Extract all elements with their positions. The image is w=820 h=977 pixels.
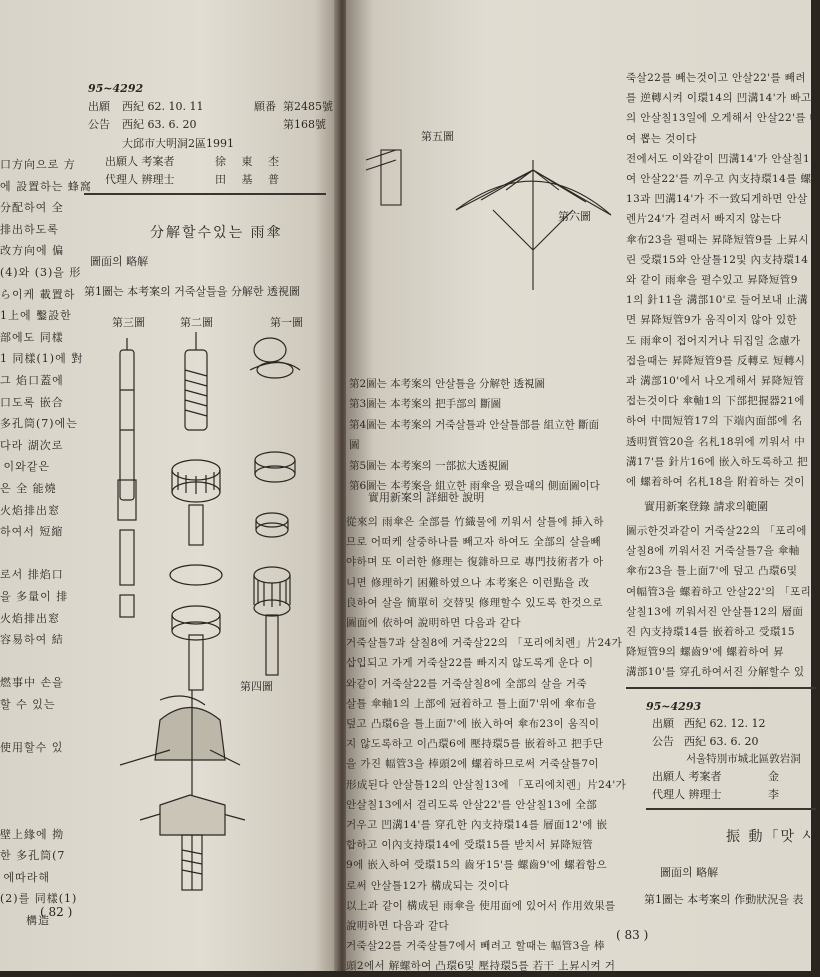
claim-text-line: 降短管9의 螺齒9'에 螺着하여 昇 bbox=[626, 646, 785, 659]
fig-label-6: 第六圖 bbox=[558, 210, 591, 223]
section-rule bbox=[626, 687, 816, 689]
applicant-address-2: 서울特別市城北區敦岩洞 bbox=[686, 753, 801, 765]
applicant-role: 出願人 考案者 bbox=[105, 155, 175, 168]
applicant-role-2: 出願人 考案者 bbox=[652, 770, 722, 783]
body-text-line: 합하고 이內支持環14에 受環15를 받치서 昇降短管 bbox=[346, 839, 594, 852]
apply-label-2: 出願 bbox=[652, 717, 674, 730]
patent-number: 95~4292 bbox=[88, 82, 144, 95]
body-text-line: 을 가진 幅管3을 棒頭2에 螺着하므로써 거죽살틀7이 bbox=[346, 758, 599, 771]
margin-text-line: (2)를 同樣(1) bbox=[0, 892, 78, 906]
body-text-line: 從來의 雨傘은 全部를 竹織물에 끼워서 살틀에 挿入하 bbox=[346, 516, 604, 528]
figure-captions bbox=[349, 374, 600, 496]
pub-date-2: 西紀 63. 6. 20 bbox=[684, 735, 759, 748]
body-text-line: 9에 嵌入하여 受環15의 齒牙15'를 螺齒9'에 螺着함으 bbox=[346, 859, 608, 872]
claim-text-line: 傘布23을 틀上面7'에 덮고 凸環6및 bbox=[626, 565, 798, 578]
fig-label-3: 第三圖 bbox=[112, 316, 145, 329]
patent-number-2: 95~4293 bbox=[646, 700, 702, 713]
body-text-line: 로써 안살틀12가 構成되는 것이다 bbox=[346, 879, 510, 892]
body-text-line: 안살칠13에서 걸리도록 안살22'를 안살칠13에 全部 bbox=[346, 798, 598, 811]
patent-title: 分解할수있는 雨傘 bbox=[150, 225, 283, 241]
margin-text-line: 部에도 同樣 bbox=[0, 330, 64, 344]
exploded-parts-drawing bbox=[90, 330, 330, 700]
margin-text-line: 多孔筒(7)에는 bbox=[0, 417, 78, 431]
right-page-number: ( 83 ) bbox=[616, 928, 649, 942]
body-text-line: 죽살22를 빼는것이고 안살22'를 빼려 bbox=[626, 72, 806, 84]
margin-text-line: 1上에 鑿設한 bbox=[0, 309, 72, 323]
body-text-line: 야하며 또 이러한 修理는 復雜하므로 專門技術者가 아 bbox=[346, 556, 604, 569]
pub-date: 西紀 63. 6. 20 bbox=[122, 118, 197, 131]
margin-text-line: ら이케 載置하 bbox=[0, 287, 76, 301]
agent-role: 代理人 辨理士 bbox=[105, 173, 175, 186]
body-text-line: 하여 中間短管17의 下端內面部에 名 bbox=[626, 415, 803, 428]
fig-label-2: 第二圖 bbox=[180, 316, 213, 329]
fig-label-5: 第五圖 bbox=[421, 130, 454, 143]
body-text-line: 삽입되고 가게 거죽살22를 빠지지 않도록게 운다 이 bbox=[346, 657, 594, 670]
body-text-line: 頭2에서 解螺하여 凸環6및 壓持環5를 若干 上昇시켜 거 bbox=[346, 960, 616, 973]
body-text-line: 와같이 거죽살22를 거죽살칠8에 全部의 살을 거죽 bbox=[346, 677, 587, 690]
margin-text-line: 할 수 있는 bbox=[0, 698, 56, 711]
agent-role-2: 代理人 辨理士 bbox=[652, 788, 722, 801]
detail-body-continued bbox=[626, 68, 820, 492]
margin-text-line: 改方向에 偏 bbox=[0, 244, 65, 258]
header-rule-2 bbox=[646, 808, 816, 810]
margin-text-line: 다라 湖次로 bbox=[0, 438, 64, 452]
claim-text-line: 살칠8에 끼워서진 거죽살틀7을 傘軸 bbox=[626, 545, 800, 558]
body-text-line: 여 안살22'를 끼우고 內支持環14를 螺 bbox=[626, 173, 812, 186]
margin-text-line: 이와같은 bbox=[3, 460, 50, 474]
apply-label: 出願 bbox=[88, 100, 110, 113]
body-text-line: 렌片24'가 걸려서 빠지지 않는다 bbox=[626, 213, 782, 226]
margin-text-line: 그 焰口蓋에 bbox=[0, 374, 64, 387]
margin-text-line: 壁上緣에 拗 bbox=[0, 827, 65, 841]
claim-text-line: 진 內支持環14를 嵌着하고 受環15 bbox=[626, 626, 795, 639]
body-text-line: 의 안살칠13일에 오게해서 안살22'를 빼 bbox=[626, 112, 820, 125]
margin-text-line: 口方向으로 方 bbox=[0, 158, 76, 171]
detail-body bbox=[346, 512, 634, 977]
figure-caption-line: 第3圖는 本考案의 把手部의 斷圖 bbox=[349, 398, 502, 411]
body-text-line: 도 雨傘이 접어지거나 뒤집일 念慮가 bbox=[626, 334, 801, 347]
body-text-line: 說明하면 다음과 같다 bbox=[346, 920, 450, 933]
body-text-line: 거죽살틀7과 살칠8에 거죽살22의 「포리에치렌」片24가 bbox=[346, 637, 623, 650]
margin-text-line: 에따라해 bbox=[3, 870, 50, 884]
margin-text-line: 을 多量이 排 bbox=[0, 590, 69, 603]
section-drawing bbox=[100, 690, 300, 895]
body-text-line: 를 逆轉시켜 이環14의 凹溝14'가 빠고 bbox=[626, 92, 812, 105]
body-text-line: 지 않도록하고 이凸環6에 壓持環5를 嵌着하고 把手단 bbox=[346, 738, 604, 751]
margin-text-line: 火焰排出窓 bbox=[0, 611, 60, 625]
body-text-line: 접는것이다 傘軸1의 下部把握器21에 bbox=[626, 395, 805, 408]
figure-caption-line: 第6圖는 本考案을 組立한 雨傘을 폈을때의 側面圖이다 bbox=[349, 480, 600, 493]
agent-name-2: 李 bbox=[768, 788, 779, 801]
body-text-line: 접을때는 昇降短管9를 反轉로 短轉시 bbox=[626, 354, 806, 367]
body-text-line: 形成된다 안살틀12의 안살칠13에 「포리에치렌」片24'가 bbox=[346, 778, 627, 791]
header-rule bbox=[84, 193, 326, 195]
body-text-line: 살틀 傘軸1의 上部에 冠着하고 틀上面7'위에 傘布을 bbox=[346, 697, 597, 710]
body-text-line: 溝17'를 針片16에 嵌入하도록하고 把 bbox=[626, 455, 809, 468]
margin-text-line: 口도록 嵌合 bbox=[0, 395, 64, 409]
body-text-line: 以上과 같이 構成된 雨傘을 使用面에 있어서 作用效果를 bbox=[346, 899, 616, 912]
body-text-line: 덮고 凸環6을 틀上面7'에 嵌入하여 傘布23이 움직이 bbox=[346, 718, 600, 731]
apply-date-2: 西紀 62. 12. 12 bbox=[684, 717, 766, 730]
apply-number: 第2485號 bbox=[283, 100, 333, 113]
margin-text-line: 火焰排出窓 bbox=[0, 503, 60, 517]
left-page-number: ( 82 ) bbox=[40, 905, 73, 919]
margin-text-line: 하여서 短縮 bbox=[0, 525, 64, 539]
margin-text-line: 分配하여 全 bbox=[0, 201, 64, 215]
margin-text-line: 使用할수 있 bbox=[0, 741, 64, 755]
patent-title-2: 振 動「맛 사 bbox=[726, 829, 818, 845]
agent-name: 田 基 普 bbox=[215, 173, 285, 186]
left-page bbox=[0, 0, 338, 971]
fig-label-1: 第一圖 bbox=[270, 316, 303, 329]
drawing-heading-2: 圖面의 略解 bbox=[660, 866, 719, 879]
pub-label: 公告 bbox=[88, 118, 110, 131]
body-text-line: 거죽살22를 거죽살틀7에서 빼려고 할때는 幅管3을 棒 bbox=[346, 940, 605, 953]
body-text-line: 린 受環15와 안살틀12및 內支持環14 bbox=[626, 253, 809, 266]
margin-text-line: 은 全 能燒 bbox=[0, 482, 57, 495]
claim-text-line: 살칠13에 끼워서진 안살틀12의 層面 bbox=[626, 605, 804, 618]
body-text-line: 1의 針11을 溝部10'로 들어보내 止溝 bbox=[626, 294, 808, 307]
body-text-line: 과 溝部10'에서 나오게해서 昇降短管 bbox=[626, 375, 805, 388]
applicant-name: 徐 東 杢 bbox=[215, 155, 285, 168]
detail-heading: 實用新案의 詳細한 說明 bbox=[368, 491, 485, 504]
margin-text-line: (4)와 (3)을 形 bbox=[0, 266, 82, 279]
body-text-line: 므로 어떠케 살중하나를 빼고자 하여도 全部의 살을빼 bbox=[346, 536, 602, 549]
body-text-line: 13과 凹溝14'가 不一致되게하면 안살 bbox=[626, 193, 808, 206]
figure-caption-line: 第2圖는 本考案의 안살틀을 分解한 透視圖 bbox=[349, 378, 546, 390]
figure-caption-line: 第5圖는 本考案의 一部拡大透視圖 bbox=[349, 459, 509, 472]
body-text-line: 良하여 살을 簡單히 交替및 修理할수 있도록 한것으로 bbox=[346, 596, 603, 609]
apply-date: 西紀 62. 10. 11 bbox=[122, 100, 204, 113]
margin-text-line: 한 多孔筒(7 bbox=[0, 849, 66, 863]
body-text-line: 圖面에 依하여 說明하면 다음과 같다 bbox=[346, 617, 521, 630]
margin-text-line: 構造 bbox=[26, 914, 50, 927]
margin-text-line: 에 設置하는 蜂窩 bbox=[0, 179, 92, 193]
body-text-line: 透明質管20을 名札18위에 끼워서 中 bbox=[626, 435, 806, 448]
right-page bbox=[346, 0, 820, 973]
body-text-line: 에 螺着하여 名札18을 附着하는 것이 bbox=[626, 476, 805, 489]
claim-text-line: 여幅管3을 螺着하고 안살22'의 「포리 bbox=[626, 585, 812, 598]
pub-number: 第168號 bbox=[283, 118, 326, 131]
margin-text-line: 燃事中 손을 bbox=[0, 676, 64, 690]
figure-caption-line: 第4圖는 本考案의 거죽살틀과 안살틀部를 組立한 斷面 bbox=[349, 418, 600, 431]
body-text-line: 와 같이 雨傘을 펼수있고 昇降短管9 bbox=[626, 274, 798, 287]
umbrella-drawing bbox=[361, 130, 621, 300]
apply-no-label: 願番 bbox=[254, 100, 276, 113]
margin-text-line: 排出하도록 bbox=[0, 222, 59, 236]
fig-label-4: 第四圖 bbox=[240, 680, 273, 693]
margin-text-line: 容易하여 結 bbox=[0, 633, 64, 647]
applicant-name-2: 金 bbox=[768, 770, 779, 783]
margin-text-line: 1 同樣(1)에 對 bbox=[0, 352, 84, 366]
fig1-caption-2: 第1圖는 本考案의 作動狀況을 表 bbox=[644, 893, 804, 906]
body-text-line: 여 뽑는 것이다 bbox=[626, 132, 697, 145]
margin-text-line: 로서 排焰口 bbox=[0, 568, 64, 582]
claim-heading: 實用新案登錄 請求의範圍 bbox=[644, 500, 769, 513]
pub-label-2: 公告 bbox=[652, 735, 674, 748]
claim-text-line: 溝部10'를 穿孔하여서진 分解할수 있 bbox=[626, 666, 805, 679]
claim-body bbox=[626, 521, 816, 683]
body-text-line: 거우고 凹溝14'를 穿孔한 內支持環14를 層面12'에 嵌 bbox=[346, 819, 608, 832]
body-text-line: 니면 修理하기 困難하였으나 本考案은 이런點을 改 bbox=[346, 576, 590, 589]
fig1-caption: 第1圖는 本考案의 거죽살틀을 分解한 透視圖 bbox=[84, 285, 300, 298]
body-text-line: 전에서도 이와같이 凹溝14'가 안살칠1 bbox=[626, 152, 811, 165]
claim-text-line: 圖示한것과같이 거죽살22의 「포리에 bbox=[626, 525, 807, 537]
body-text-line: 면 昇降短管9가 움직이지 않아 있한 bbox=[626, 314, 798, 327]
figure-caption-line: 圖 bbox=[349, 439, 360, 452]
body-text-line: 傘布23을 펼때는 昇降短管9를 上昇시 bbox=[626, 233, 809, 246]
applicant-address: 大邱市大明洞2區1991 bbox=[122, 137, 234, 150]
drawing-heading: 圖面의 略解 bbox=[90, 255, 149, 268]
